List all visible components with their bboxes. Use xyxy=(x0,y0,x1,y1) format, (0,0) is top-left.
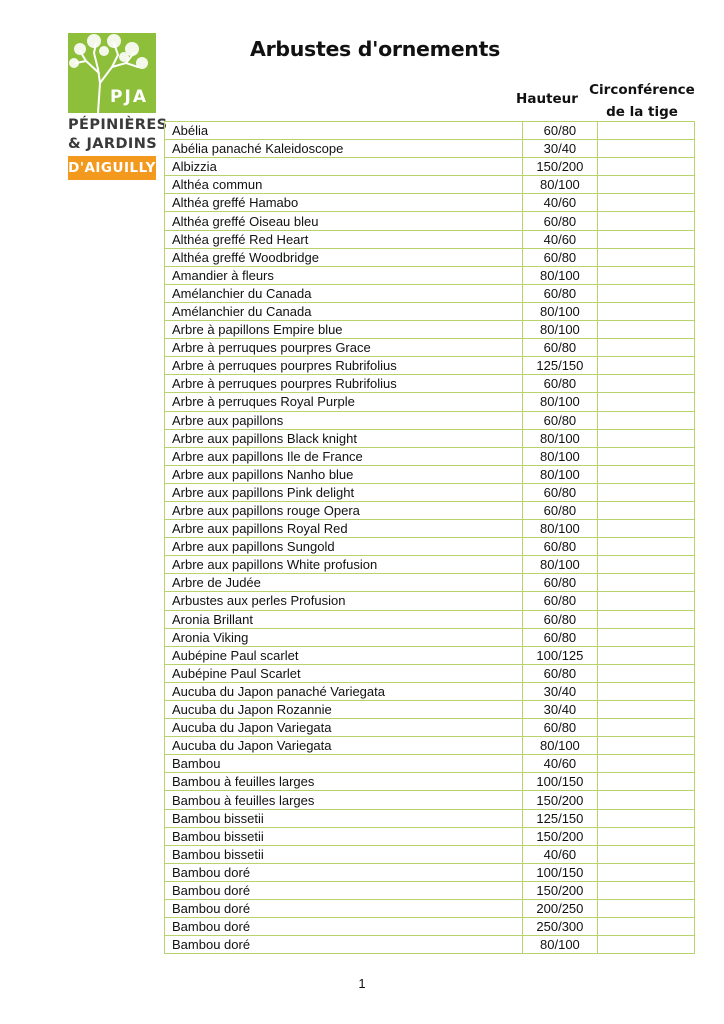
plant-name-cell: Bambou à feuilles larges xyxy=(165,773,523,791)
plant-name-cell: Albizzia xyxy=(165,158,523,176)
height-cell: 60/80 xyxy=(523,538,597,556)
height-cell: 30/40 xyxy=(523,682,597,700)
height-cell: 40/60 xyxy=(523,194,597,212)
plant-name-cell: Althéa greffé Red Heart xyxy=(165,230,523,248)
plant-name-cell: Arbre aux papillons Ile de France xyxy=(165,447,523,465)
height-cell: 60/80 xyxy=(523,411,597,429)
table-row xyxy=(165,375,695,393)
page-title: Arbustes d'ornements xyxy=(250,37,500,61)
table-row xyxy=(165,936,695,954)
plant-name-cell: Bambou xyxy=(165,755,523,773)
plant-name-cell: Arbustes aux perles Profusion xyxy=(165,592,523,610)
table-row xyxy=(165,520,695,538)
girth-cell xyxy=(597,936,694,954)
plant-name-cell: Arbre aux papillons Sungold xyxy=(165,538,523,556)
plant-table xyxy=(164,121,695,954)
table-row xyxy=(165,357,695,375)
height-cell: 40/60 xyxy=(523,755,597,773)
height-cell: 80/100 xyxy=(523,737,597,755)
height-cell: 250/300 xyxy=(523,918,597,936)
table-row xyxy=(165,574,695,592)
girth-cell xyxy=(597,719,694,737)
plant-name-cell: Arbre à perruques pourpres Rubrifolius xyxy=(165,357,523,375)
girth-cell xyxy=(597,737,694,755)
girth-cell xyxy=(597,701,694,719)
girth-cell xyxy=(597,773,694,791)
height-cell: 60/80 xyxy=(523,501,597,519)
table-row xyxy=(165,122,695,140)
table-row xyxy=(165,791,695,809)
girth-cell xyxy=(597,447,694,465)
girth-cell xyxy=(597,610,694,628)
girth-cell xyxy=(597,682,694,700)
girth-cell xyxy=(597,520,694,538)
plant-name-cell: Arbre de Judée xyxy=(165,574,523,592)
height-cell: 80/100 xyxy=(523,302,597,320)
plant-name-cell: Aucuba du Japon Variegata xyxy=(165,719,523,737)
plant-name-cell: Amélanchier du Canada xyxy=(165,302,523,320)
table-row xyxy=(165,628,695,646)
table-row xyxy=(165,266,695,284)
height-cell: 40/60 xyxy=(523,230,597,248)
girth-cell xyxy=(597,212,694,230)
height-cell: 80/100 xyxy=(523,393,597,411)
girth-cell xyxy=(597,501,694,519)
girth-cell xyxy=(597,339,694,357)
plant-table-body xyxy=(165,122,695,954)
plant-name-cell: Abélia panaché Kaleidoscope xyxy=(165,140,523,158)
table-row xyxy=(165,284,695,302)
girth-cell xyxy=(597,284,694,302)
girth-cell xyxy=(597,429,694,447)
height-cell: 60/80 xyxy=(523,664,597,682)
logo-mark: PJA xyxy=(110,87,148,107)
table-row xyxy=(165,483,695,501)
height-cell: 80/100 xyxy=(523,447,597,465)
height-cell: 125/150 xyxy=(523,357,597,375)
girth-cell xyxy=(597,646,694,664)
table-row xyxy=(165,845,695,863)
plant-name-cell: Arbre à perruques Royal Purple xyxy=(165,393,523,411)
height-cell: 80/100 xyxy=(523,465,597,483)
table-row xyxy=(165,918,695,936)
table-row xyxy=(165,465,695,483)
table-row xyxy=(165,773,695,791)
table-row xyxy=(165,339,695,357)
height-cell: 60/80 xyxy=(523,610,597,628)
table-row xyxy=(165,393,695,411)
height-cell: 30/40 xyxy=(523,701,597,719)
plant-name-cell: Aubépine Paul Scarlet xyxy=(165,664,523,682)
girth-cell xyxy=(597,465,694,483)
girth-cell xyxy=(597,628,694,646)
table-row xyxy=(165,827,695,845)
height-cell: 80/100 xyxy=(523,936,597,954)
table-row xyxy=(165,664,695,682)
table-row xyxy=(165,737,695,755)
girth-cell xyxy=(597,140,694,158)
plant-name-cell: Amandier à fleurs xyxy=(165,266,523,284)
height-cell: 40/60 xyxy=(523,845,597,863)
plant-name-cell: Althéa greffé Oiseau bleu xyxy=(165,212,523,230)
plant-name-cell: Abélia xyxy=(165,122,523,140)
height-cell: 80/100 xyxy=(523,556,597,574)
girth-cell xyxy=(597,755,694,773)
table-row xyxy=(165,321,695,339)
table-row xyxy=(165,646,695,664)
logo-tree-tile xyxy=(68,33,156,113)
column-header-girth-line1: Circonférence xyxy=(589,82,695,98)
table-row xyxy=(165,701,695,719)
girth-cell xyxy=(597,918,694,936)
height-cell: 60/80 xyxy=(523,592,597,610)
girth-cell xyxy=(597,664,694,682)
plant-name-cell: Aubépine Paul scarlet xyxy=(165,646,523,664)
table-row xyxy=(165,411,695,429)
height-cell: 60/80 xyxy=(523,483,597,501)
girth-cell xyxy=(597,393,694,411)
plant-name-cell: Althéa commun xyxy=(165,176,523,194)
table-row xyxy=(165,682,695,700)
table-row xyxy=(165,538,695,556)
plant-name-cell: Bambou à feuilles larges xyxy=(165,791,523,809)
height-cell: 60/80 xyxy=(523,212,597,230)
girth-cell xyxy=(597,791,694,809)
height-cell: 60/80 xyxy=(523,339,597,357)
girth-cell xyxy=(597,592,694,610)
height-cell: 80/100 xyxy=(523,176,597,194)
girth-cell xyxy=(597,357,694,375)
girth-cell xyxy=(597,194,694,212)
height-cell: 60/80 xyxy=(523,122,597,140)
plant-name-cell: Bambou bissetii xyxy=(165,845,523,863)
height-cell: 80/100 xyxy=(523,429,597,447)
girth-cell xyxy=(597,375,694,393)
table-row xyxy=(165,230,695,248)
height-cell: 150/200 xyxy=(523,791,597,809)
plant-name-cell: Bambou doré xyxy=(165,918,523,936)
girth-cell xyxy=(597,302,694,320)
table-row xyxy=(165,501,695,519)
height-cell: 125/150 xyxy=(523,809,597,827)
plant-name-cell: Arbre à papillons Empire blue xyxy=(165,321,523,339)
height-cell: 150/200 xyxy=(523,827,597,845)
table-row xyxy=(165,881,695,899)
plant-name-cell: Aronia Viking xyxy=(165,628,523,646)
plant-name-cell: Arbre aux papillons Pink delight xyxy=(165,483,523,501)
plant-name-cell: Arbre aux papillons Nanho blue xyxy=(165,465,523,483)
column-header-girth-line2: de la tige xyxy=(606,104,678,120)
girth-cell xyxy=(597,122,694,140)
height-cell: 80/100 xyxy=(523,520,597,538)
plant-name-cell: Arbre aux papillons rouge Opera xyxy=(165,501,523,519)
logo-line-jardins: & JARDINS xyxy=(68,136,158,152)
height-cell: 150/200 xyxy=(523,881,597,899)
girth-cell xyxy=(597,809,694,827)
table-row xyxy=(165,248,695,266)
height-cell: 100/125 xyxy=(523,646,597,664)
plant-name-cell: Arbre à perruques pourpres Grace xyxy=(165,339,523,357)
height-cell: 60/80 xyxy=(523,284,597,302)
girth-cell xyxy=(597,483,694,501)
column-header-girth xyxy=(589,79,695,123)
girth-cell xyxy=(597,248,694,266)
plant-name-cell: Bambou bissetii xyxy=(165,809,523,827)
column-header-height: Hauteur xyxy=(516,91,578,107)
height-cell: 30/40 xyxy=(523,140,597,158)
height-cell: 60/80 xyxy=(523,628,597,646)
logo-line-pepinieres: PÉPINIÈRES xyxy=(68,117,168,133)
plant-name-cell: Althéa greffé Woodbridge xyxy=(165,248,523,266)
page-number: 1 xyxy=(358,976,366,991)
table-row xyxy=(165,158,695,176)
girth-cell xyxy=(597,266,694,284)
plant-name-cell: Arbre aux papillons xyxy=(165,411,523,429)
girth-cell xyxy=(597,230,694,248)
height-cell: 60/80 xyxy=(523,719,597,737)
plant-name-cell: Amélanchier du Canada xyxy=(165,284,523,302)
plant-name-cell: Bambou doré xyxy=(165,881,523,899)
plant-name-cell: Bambou doré xyxy=(165,863,523,881)
table-row xyxy=(165,194,695,212)
plant-name-cell: Althéa greffé Hamabo xyxy=(165,194,523,212)
girth-cell xyxy=(597,556,694,574)
girth-cell xyxy=(597,845,694,863)
girth-cell xyxy=(597,538,694,556)
table-row xyxy=(165,863,695,881)
plant-name-cell: Aucuba du Japon panaché Variegata xyxy=(165,682,523,700)
height-cell: 100/150 xyxy=(523,773,597,791)
girth-cell xyxy=(597,574,694,592)
plant-name-cell: Bambou doré xyxy=(165,900,523,918)
table-row xyxy=(165,140,695,158)
table-row xyxy=(165,719,695,737)
table-row xyxy=(165,176,695,194)
table-row xyxy=(165,556,695,574)
height-cell: 60/80 xyxy=(523,375,597,393)
plant-name-cell: Bambou bissetii xyxy=(165,827,523,845)
girth-cell xyxy=(597,176,694,194)
height-cell: 60/80 xyxy=(523,574,597,592)
table-row xyxy=(165,610,695,628)
girth-cell xyxy=(597,411,694,429)
plant-name-cell: Aucuba du Japon Rozannie xyxy=(165,701,523,719)
plant-name-cell: Aronia Brillant xyxy=(165,610,523,628)
company-logo xyxy=(68,33,168,180)
plant-name-cell: Aucuba du Japon Variegata xyxy=(165,737,523,755)
table-row xyxy=(165,212,695,230)
girth-cell xyxy=(597,827,694,845)
plant-name-cell: Arbre aux papillons Black knight xyxy=(165,429,523,447)
plant-name-cell: Arbre aux papillons Royal Red xyxy=(165,520,523,538)
height-cell: 150/200 xyxy=(523,158,597,176)
plant-name-cell: Arbre à perruques pourpres Rubrifolius xyxy=(165,375,523,393)
table-row xyxy=(165,302,695,320)
girth-cell xyxy=(597,321,694,339)
height-cell: 200/250 xyxy=(523,900,597,918)
girth-cell xyxy=(597,158,694,176)
table-row xyxy=(165,447,695,465)
table-row xyxy=(165,592,695,610)
logo-band-aiguilly: D'AIGUILLY xyxy=(68,156,156,180)
girth-cell xyxy=(597,863,694,881)
height-cell: 80/100 xyxy=(523,266,597,284)
table-row xyxy=(165,429,695,447)
table-row xyxy=(165,755,695,773)
height-cell: 100/150 xyxy=(523,863,597,881)
girth-cell xyxy=(597,900,694,918)
girth-cell xyxy=(597,881,694,899)
height-cell: 80/100 xyxy=(523,321,597,339)
table-row xyxy=(165,900,695,918)
plant-name-cell: Bambou doré xyxy=(165,936,523,954)
plant-name-cell: Arbre aux papillons White profusion xyxy=(165,556,523,574)
height-cell: 60/80 xyxy=(523,248,597,266)
table-row xyxy=(165,809,695,827)
